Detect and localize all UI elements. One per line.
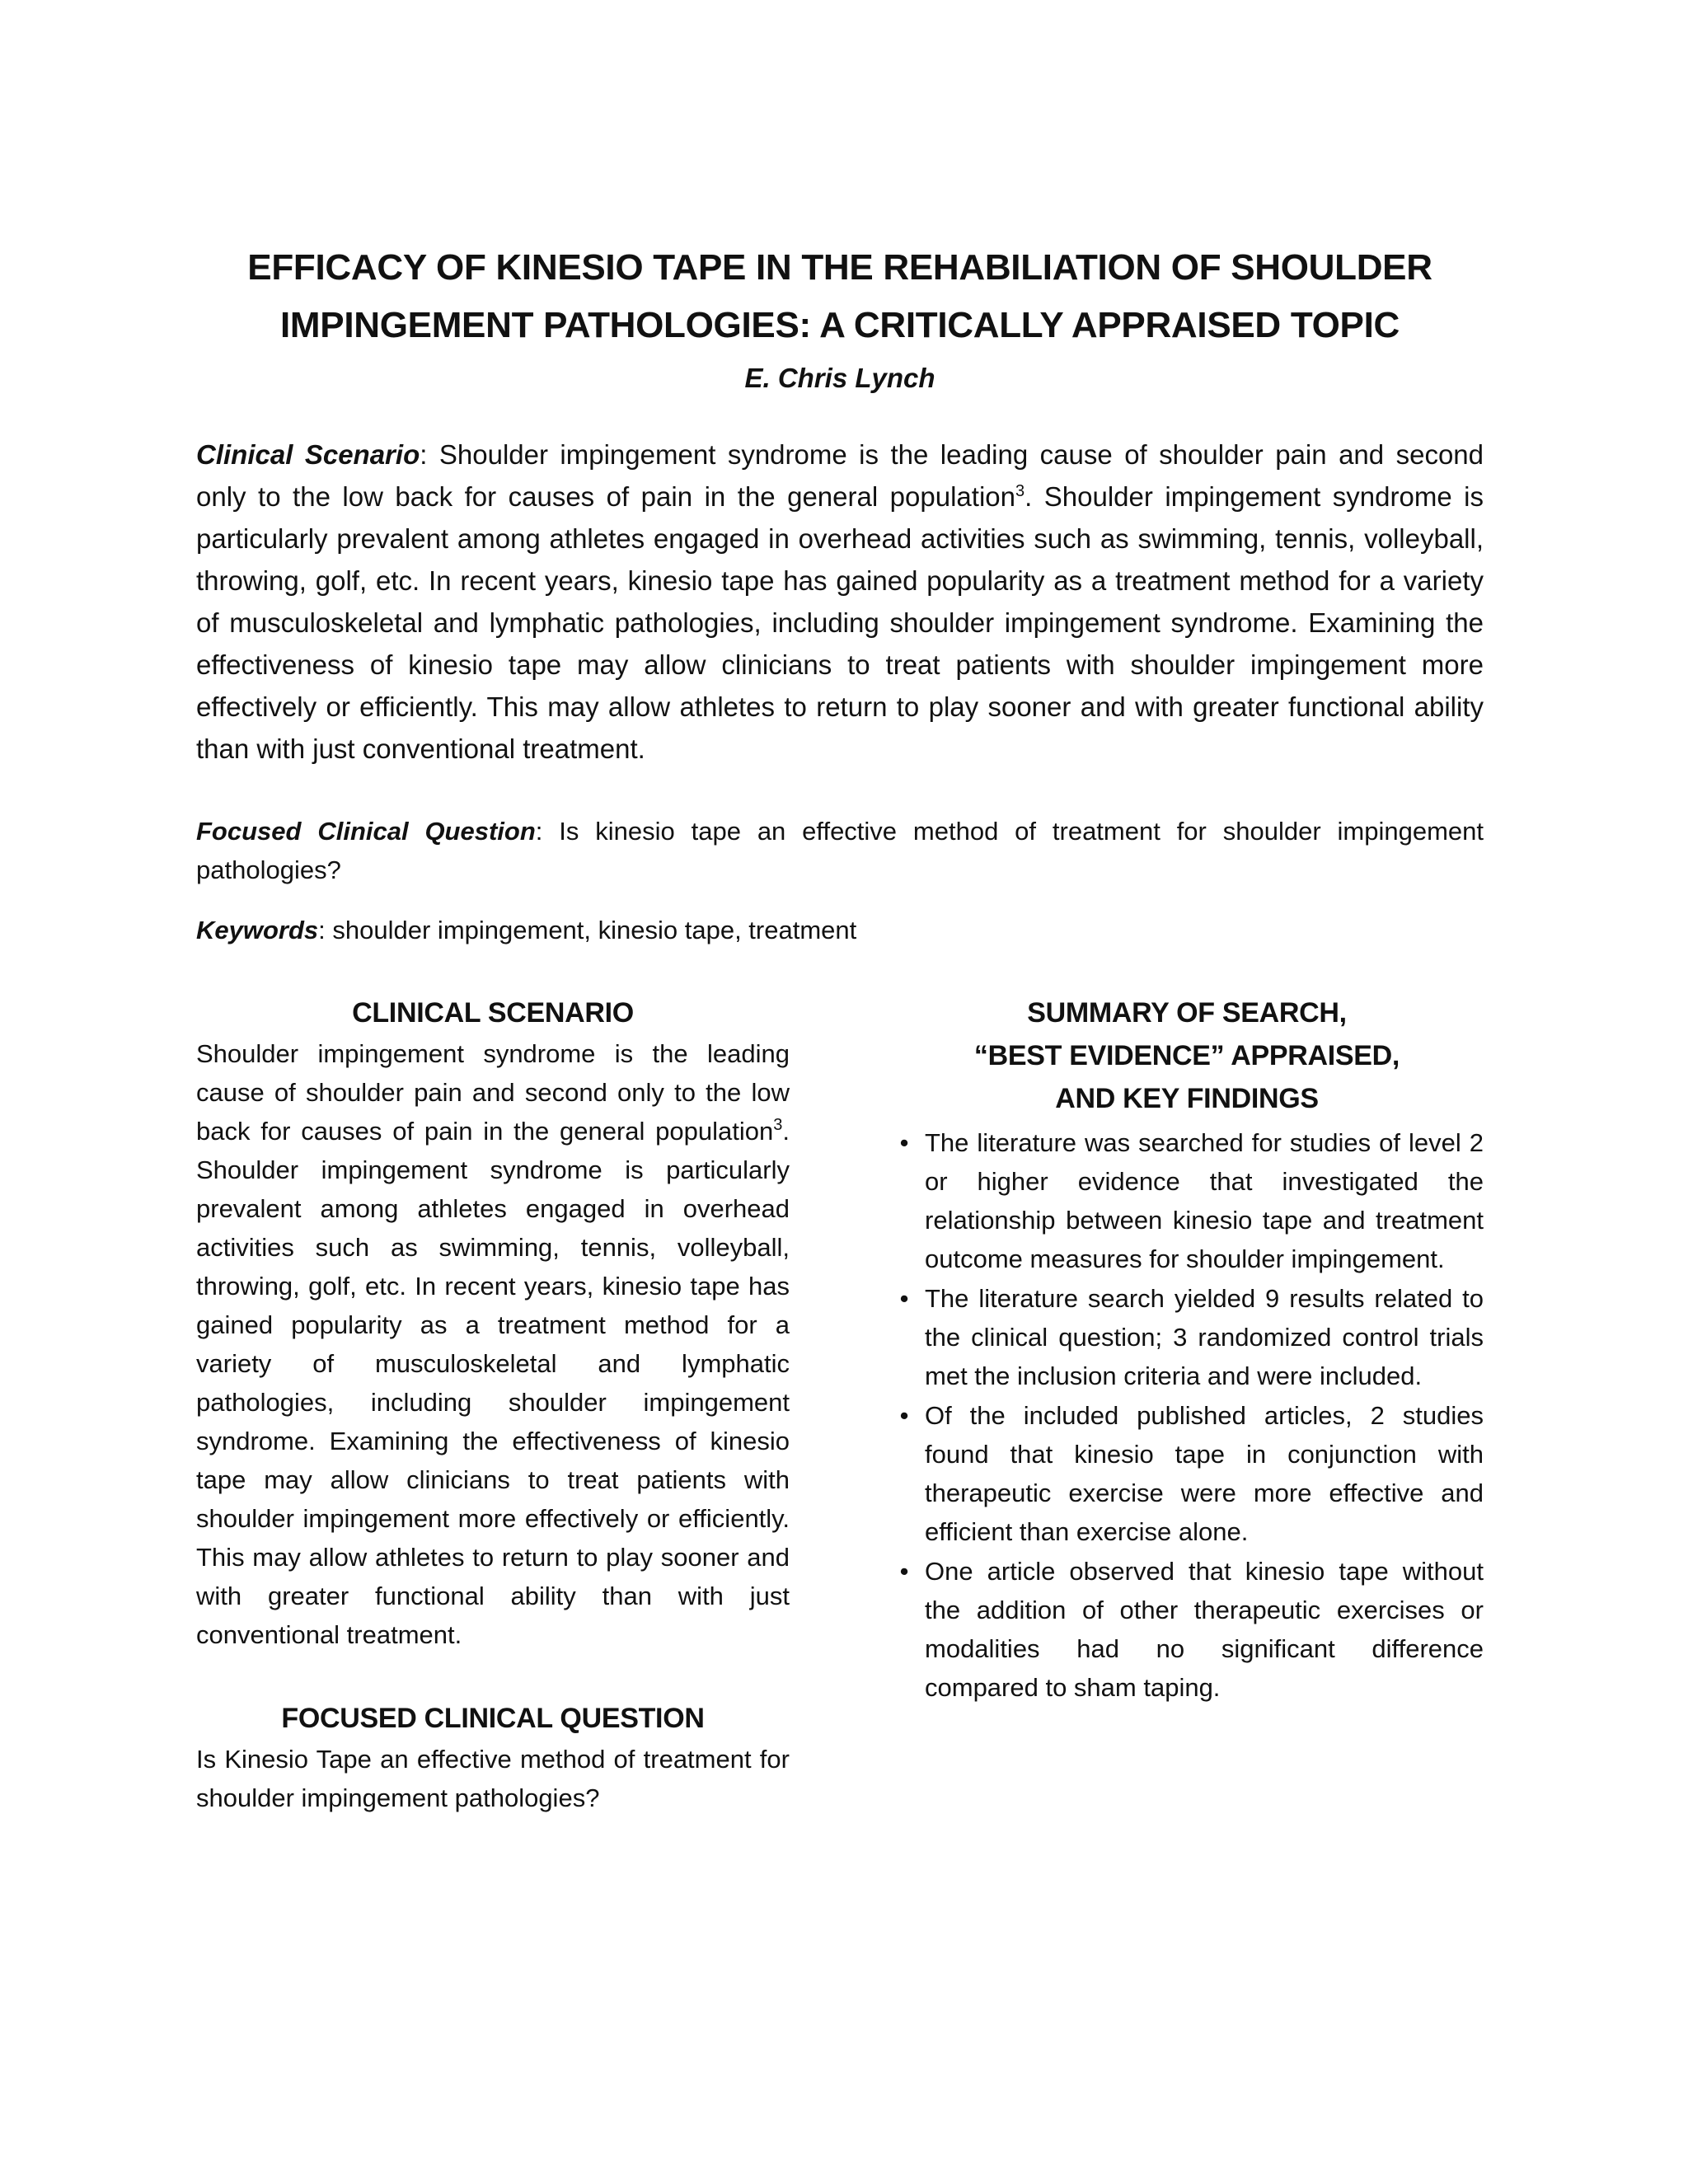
keywords-text: shoulder impingement, kinesio tape, treatment — [332, 916, 857, 944]
keywords-label: Keywords — [196, 916, 319, 944]
bullet-icon: • — [899, 1128, 909, 1157]
list-item — [890, 1396, 1484, 1551]
left-column — [196, 991, 790, 1817]
focused-question-heading: FOCUSED CLINICAL QUESTION — [281, 1703, 705, 1734]
list-item — [890, 1279, 1484, 1395]
list-item — [890, 1552, 1484, 1707]
abstract-keywords: Keywords: shoulder impingement, kinesio tape, treatment — [196, 916, 857, 944]
author-name: E. Chris Lynch — [744, 363, 935, 393]
citation-superscript: 3 — [1015, 482, 1025, 500]
clinical-scenario-body-b: . Shoulder impingement syndrome is particularly prevalent among athletes engaged in overhead activities such as swimming, tennis, volleyball, throwing, golf, etc. In recent years, kinesio tape has gained popularity as a treatment method for a variety of musculoskeletal and lymphatic pathologies, including shoulder impingement syndrome. Examining the effectiveness of kinesio tape may allow clinicians to treat patients with shoulder impingement more effectively or efficiently. This may allow athletes to return to play sooner and with greater functional ability than with just conventional treatment. — [196, 1117, 790, 1649]
paper-title-line-2: IMPINGEMENT PATHOLOGIES: A CRITICALLY APPRAISED TOPIC — [280, 305, 1400, 345]
paper-page — [196, 0, 1484, 2184]
abstract-clinical-scenario-text-a: Shoulder impingement syndrome is the leading cause of shoulder pain and second only to the low back for causes of pain in the general population — [196, 439, 1484, 512]
clinical-scenario-heading: CLINICAL SCENARIO — [352, 997, 634, 1029]
summary-heading-line-2: “BEST EVIDENCE” APPRAISED, — [973, 1040, 1400, 1071]
finding-text: The literature was searched for studies of level 2 or higher evidence that investigated the relationship between kinesio tape and treatment outcome measures for shoulder impingement. — [925, 1128, 1484, 1273]
summary-heading — [890, 991, 1484, 1120]
bullet-icon: • — [899, 1557, 909, 1586]
paper-title-line-1: EFFICACY OF KINESIO TAPE IN THE REHABILIATION OF SHOULDER — [247, 247, 1432, 288]
summary-heading-line-1: SUMMARY OF SEARCH, — [1027, 997, 1347, 1029]
clinical-scenario-body-a: Shoulder impingement syndrome is the leading cause of shoulder pain and second only to the low back for causes of pain in the general population — [196, 1039, 790, 1146]
abstract-clinical-scenario-text-b: . Shoulder impingement syndrome is particularly prevalent among athletes engaged in overhead activities such as swimming, tennis, volleyball, throwing, golf, etc. In recent years, kinesio tape has gained popularity as a treatment method for a variety of musculoskeletal and lymphatic pathologies, including shoulder impingement syndrome. Examining the effectiveness of kinesio tape may allow clinicians to treat patients with shoulder impingement more effectively or efficiently. This may allow athletes to return to play sooner and with greater functional ability than with just conventional treatment. — [196, 481, 1484, 764]
bullet-icon: • — [899, 1401, 909, 1430]
abstract-focused-question-text: Is kinesio tape an effective method of treatment for shoulder impingement pathologies? — [196, 817, 1484, 884]
citation-superscript: 3 — [773, 1116, 783, 1134]
key-findings-list — [890, 1123, 1484, 1707]
abstract-focused-question: Focused Clinical Question: Is kinesio tape an effective method of treatment for shoulder impingement pathologies? — [196, 817, 1484, 884]
paper-title — [196, 239, 1484, 354]
right-column — [890, 991, 1484, 1708]
abstract-clinical-scenario-label: Clinical Scenario — [196, 439, 420, 470]
summary-heading-line-3: AND KEY FINDINGS — [1055, 1083, 1319, 1114]
focused-question-body: Is Kinesio Tape an effective method of treatment for shoulder impingement pathologies? — [196, 1745, 790, 1812]
finding-text: One article observed that kinesio tape without the addition of other therapeutic exercises or modalities had no significant difference compared to sham taping. — [925, 1557, 1484, 1702]
list-item — [890, 1123, 1484, 1278]
clinical-scenario-body — [196, 1034, 790, 1654]
finding-text: The literature search yielded 9 results related to the clinical question; 3 randomized control trials met the inclusion criteria and were included. — [925, 1284, 1484, 1390]
bullet-icon: • — [899, 1284, 909, 1313]
finding-text: Of the included published articles, 2 studies found that kinesio tape in conjunction with therapeutic exercise were more effective and efficient than exercise alone. — [925, 1401, 1484, 1546]
abstract-clinical-scenario: Clinical Scenario: Shoulder impingement syndrome is the leading cause of shoulder pain and second only to the low back for causes of pain in the general population$^3$. Shoulder impingement syndrome is particularly prevalent among athletes engaged in overhead activities such as swimming, tennis, volleyball, throwing, golf, etc. In recent years, kinesio tape has gained popularity as a treatment method for a variety of musculoskeletal and lymphatic pathologies, including shoulder impingement syndrome. Examining the effectiveness of kinesio tape may allow clinicians to treat patients with shoulder impingement more effectively or efficiently. This may allow athletes to return to play sooner and with greater functional ability than with just conventional treatment. — [196, 439, 1484, 764]
abstract-focused-question-label: Focused Clinical Question — [196, 817, 536, 846]
